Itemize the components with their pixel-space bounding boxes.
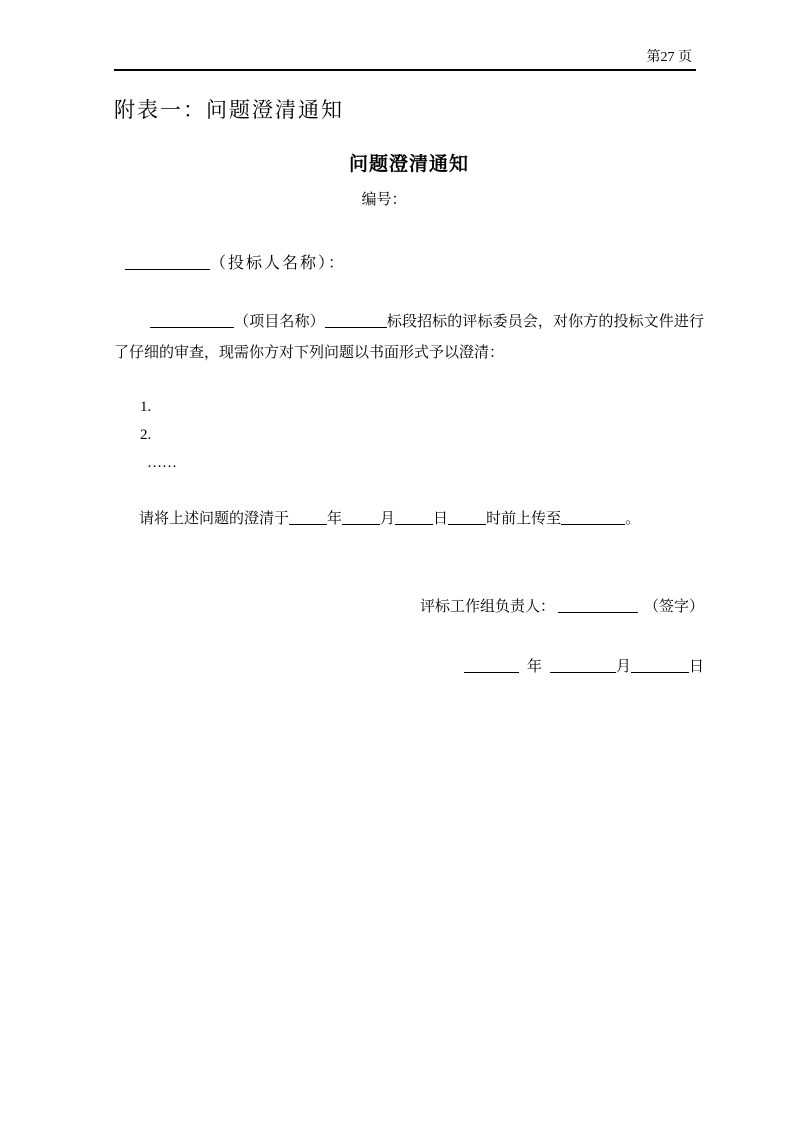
signature-suffix: （签字）	[643, 599, 704, 615]
day-blank	[395, 521, 433, 525]
hour-suffix: 时前上传至	[486, 511, 562, 527]
attachment-label: 附表一：问题澄清通知	[114, 98, 344, 122]
number-label: 编号：	[361, 192, 407, 208]
section-number-blank	[325, 324, 387, 328]
hour-blank	[448, 521, 486, 525]
project-name-blank	[150, 324, 234, 328]
day-label: 日	[433, 511, 449, 527]
document-content	[0, 97, 793, 677]
date-day-blank	[631, 669, 689, 673]
month-label: 月	[380, 511, 396, 527]
page-number: 第27 页	[643, 46, 697, 71]
page-header	[0, 0, 793, 69]
signature-label: 评标工作组负责人：	[419, 599, 555, 615]
body-paragraph	[114, 307, 704, 369]
body-text: 标段招标的评标委员会，对你方的投标文件进行了仔细的审查，现需你方对下列问题以书面形式予以澄清：	[114, 314, 704, 361]
date-month-label: 月	[615, 659, 631, 675]
bidder-name-blank	[125, 266, 210, 270]
project-label: （项目名称）	[234, 314, 325, 330]
recipient-line	[114, 253, 704, 275]
signature-blank	[558, 609, 638, 613]
year-label: 年	[327, 511, 343, 527]
question-ellipsis: ……	[147, 455, 177, 471]
deadline-line	[114, 509, 704, 529]
signature-line	[114, 597, 704, 617]
recipient-suffix: （投标人名称）：	[210, 255, 347, 272]
month-blank	[342, 521, 380, 525]
date-year-blank	[464, 669, 519, 673]
upload-target-blank	[561, 521, 625, 525]
year-blank	[289, 521, 327, 525]
date-month-blank	[550, 669, 616, 673]
date-year-label: 年	[526, 659, 542, 675]
number-line	[114, 190, 704, 211]
document-title: 问题澄清通知	[348, 154, 469, 175]
deadline-period: 。	[625, 511, 641, 527]
question-item-2: 2.	[140, 427, 152, 443]
deadline-prefix: 请将上述问题的澄清于	[139, 511, 290, 527]
date-line	[114, 657, 704, 677]
header-rule	[114, 69, 696, 71]
date-day-label: 日	[688, 659, 704, 675]
question-item-1: 1.	[140, 399, 152, 415]
